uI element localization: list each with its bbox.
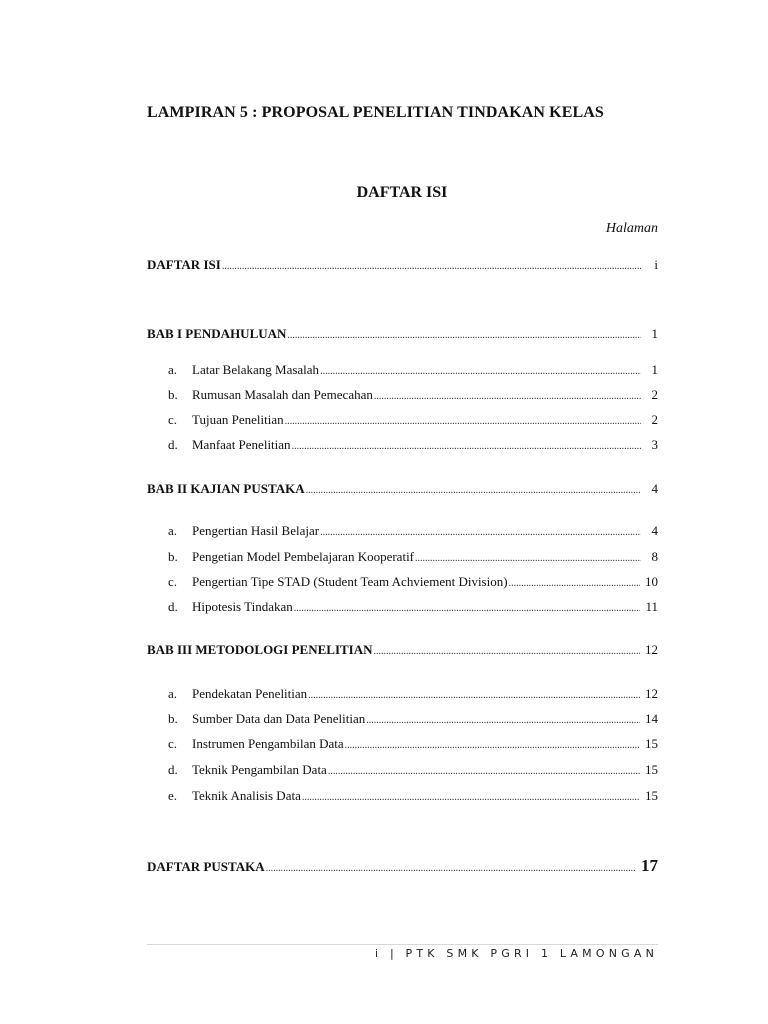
toc-subentry-label: Pendekatan Penelitian bbox=[192, 686, 308, 701]
toc-entry-bab-1[interactable] bbox=[147, 326, 658, 342]
dot-leader bbox=[302, 792, 640, 803]
toc-subentry-page: 15 bbox=[645, 736, 658, 751]
toc-subentry-page: 14 bbox=[645, 711, 658, 726]
toc-subentry-page: 15 bbox=[645, 788, 658, 803]
toc-subentry-label: Teknik Analisis Data bbox=[192, 788, 301, 803]
page-footer: i | PTK SMK PGRI 1 LAMONGAN bbox=[375, 947, 658, 960]
dot-leader bbox=[366, 715, 640, 726]
toc-subentry[interactable] bbox=[168, 762, 658, 778]
page-column-label: Halaman bbox=[605, 221, 658, 236]
toc-entry-label: DAFTAR PUSTAKA bbox=[147, 859, 265, 874]
dot-leader bbox=[320, 527, 641, 538]
toc-subentry-page: 11 bbox=[645, 599, 658, 614]
toc-subentry-letter: d. bbox=[168, 599, 178, 614]
toc-entry-page: 17 bbox=[641, 856, 658, 875]
toc-subentry[interactable] bbox=[168, 412, 658, 428]
toc-subentry-letter: d. bbox=[168, 437, 178, 452]
toc-entry-daftar-pustaka[interactable] bbox=[147, 856, 658, 876]
toc-subentry-letter: e. bbox=[168, 788, 178, 803]
dot-leader bbox=[292, 441, 641, 452]
toc-subentry-letter: c. bbox=[168, 574, 178, 589]
toc-entry-page: 4 bbox=[651, 481, 658, 496]
toc-entry-page: 1 bbox=[651, 326, 658, 341]
toc-subentry-label: Instrumen Pengambilan Data bbox=[192, 736, 344, 751]
toc-subentry-label: Tujuan Penelitian bbox=[192, 412, 284, 427]
dot-leader bbox=[266, 863, 636, 874]
toc-subentry-letter: d. bbox=[168, 762, 178, 777]
dot-leader bbox=[345, 740, 640, 751]
toc-subentry-label: Pengertian Hasil Belajar bbox=[192, 523, 320, 538]
toc-subentry[interactable] bbox=[168, 549, 658, 565]
toc-subentry-page: 15 bbox=[645, 762, 658, 777]
toc-subentry-letter: a. bbox=[168, 686, 178, 701]
toc-subentry-letter: c. bbox=[168, 736, 178, 751]
document-title: LAMPIRAN 5 : PROPOSAL PENELITIAN TINDAKAN KELAS bbox=[147, 104, 604, 121]
toc-entry-daftar-isi[interactable] bbox=[147, 257, 658, 273]
toc-subentry-page: 8 bbox=[651, 549, 658, 564]
toc-subentry[interactable] bbox=[168, 387, 658, 403]
dot-leader bbox=[374, 391, 641, 402]
toc-subentry-letter: c. bbox=[168, 412, 178, 427]
toc-subentry-label: Pengertian Tipe STAD (Student Team Achviement Division) bbox=[192, 574, 508, 589]
dot-leader bbox=[415, 553, 641, 564]
toc-subentry[interactable] bbox=[168, 437, 658, 453]
dot-leader bbox=[374, 646, 640, 657]
dot-leader bbox=[328, 766, 640, 777]
toc-subentry-page: 12 bbox=[645, 686, 658, 701]
toc-subentry-label: Manfaat Penelitian bbox=[192, 437, 291, 452]
dot-leader bbox=[294, 603, 641, 614]
toc-entry-label: BAB I PENDAHULUAN bbox=[147, 326, 287, 341]
toc-subentry-letter: b. bbox=[168, 711, 178, 726]
toc-subentry-page: 2 bbox=[651, 412, 658, 427]
toc-subentry[interactable] bbox=[168, 711, 658, 727]
toc-subentry[interactable] bbox=[168, 362, 658, 378]
toc-entry-bab-3[interactable] bbox=[147, 642, 658, 658]
dot-leader bbox=[509, 578, 640, 589]
toc-subentry-page: 3 bbox=[651, 437, 658, 452]
toc-subentry-letter: b. bbox=[168, 549, 178, 564]
toc-subentry-page: 4 bbox=[651, 523, 658, 538]
toc-subentry[interactable] bbox=[168, 736, 658, 752]
dot-leader bbox=[320, 366, 641, 377]
toc-entry-page: i bbox=[654, 257, 658, 272]
dot-leader bbox=[287, 330, 641, 341]
dot-leader bbox=[308, 690, 640, 701]
toc-subentry-label: Latar Belakang Masalah bbox=[192, 362, 320, 377]
toc-subentry[interactable] bbox=[168, 599, 658, 615]
toc-subentry-label: Rumusan Masalah dan Pemecahan bbox=[192, 387, 373, 402]
dot-leader bbox=[285, 416, 641, 427]
toc-entry-bab-2[interactable] bbox=[147, 481, 658, 497]
toc-subentry-label: Pengetian Model Pembelajaran Kooperatif bbox=[192, 549, 415, 564]
toc-subentry[interactable] bbox=[168, 574, 658, 590]
toc-subentry-page: 2 bbox=[651, 387, 658, 402]
toc-entry-label: DAFTAR ISI bbox=[147, 257, 221, 272]
toc-entry-page: 12 bbox=[645, 642, 658, 657]
toc-subentry-page: 1 bbox=[651, 362, 658, 377]
toc-subentry-label: Sumber Data dan Data Penelitian bbox=[192, 711, 366, 726]
toc-subentry-label: Hipotesis Tindakan bbox=[192, 599, 293, 614]
toc-subentry-page: 10 bbox=[645, 574, 658, 589]
toc-subentry-letter: b. bbox=[168, 387, 178, 402]
footer-divider bbox=[147, 944, 658, 945]
toc-entry-label: BAB III METODOLOGI PENELITIAN bbox=[147, 642, 373, 657]
dot-leader bbox=[222, 261, 641, 272]
dot-leader bbox=[306, 485, 641, 496]
toc-subentry-letter: a. bbox=[168, 362, 178, 377]
toc-subentry[interactable] bbox=[168, 686, 658, 702]
toc-subentry[interactable] bbox=[168, 788, 658, 804]
toc-heading: DAFTAR ISI bbox=[356, 184, 448, 201]
toc-subentry[interactable] bbox=[168, 523, 658, 539]
toc-subentry-letter: a. bbox=[168, 523, 178, 538]
toc-entry-label: BAB II KAJIAN PUSTAKA bbox=[147, 481, 305, 496]
toc-subentry-label: Teknik Pengambilan Data bbox=[192, 762, 327, 777]
